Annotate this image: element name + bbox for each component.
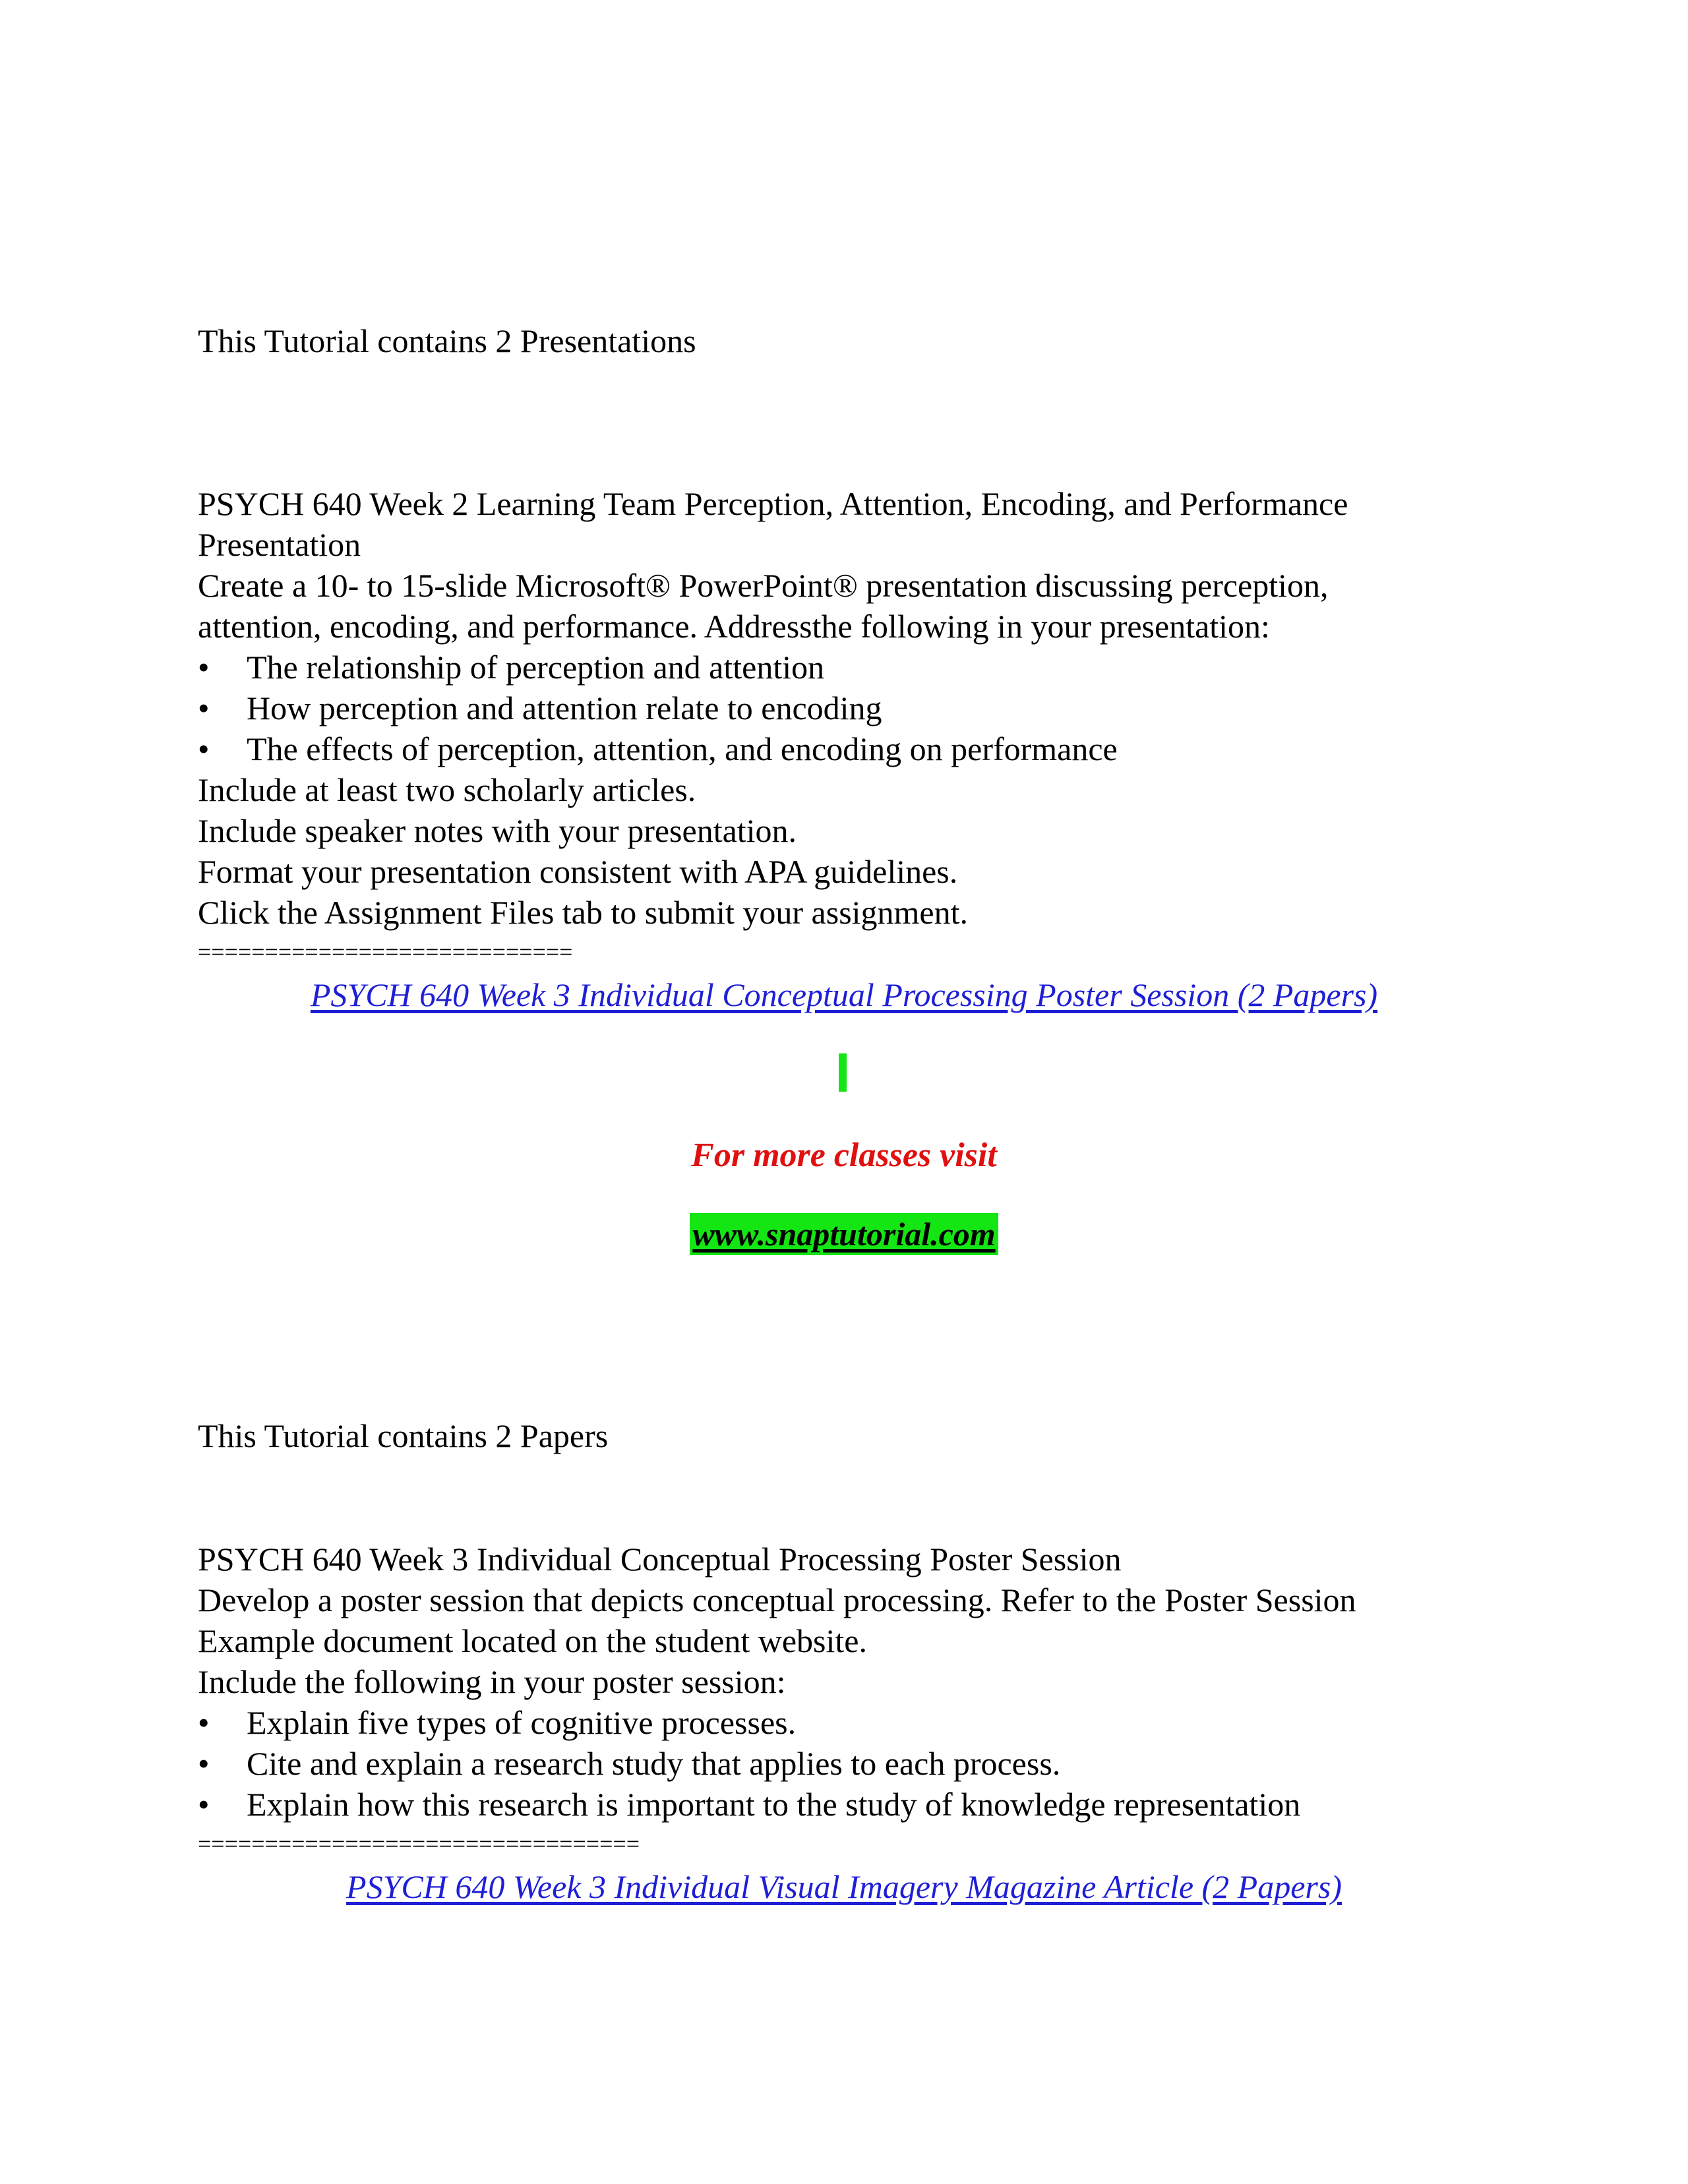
bullet-icon: •: [198, 1786, 210, 1823]
list-item: [198, 1743, 1060, 1784]
assignment-description-line3: Include the following in your poster session:: [198, 1663, 786, 1700]
assignment-title-week3: PSYCH 640 Week 3 Individual Conceptual Processing Poster Session: [198, 1541, 1122, 1578]
requirement-note: Include at least two scholarly articles.: [198, 771, 696, 808]
list-item-text: Explain how this research is important to the study of knowledge representation: [247, 1786, 1301, 1823]
assignment-title-week2-line2: Presentation: [198, 526, 361, 563]
promo-site-wrapper: [0, 1213, 1688, 1255]
list-item-text: The relationship of perception and attention: [247, 649, 825, 686]
requirement-note: Format your presentation consistent with APA guidelines.: [198, 853, 958, 890]
promo-text: For more classes visit: [691, 1136, 997, 1174]
assignment-description-line2: attention, encoding, and performance. Addressthe following in your presentation:: [198, 608, 1270, 645]
assignment-description-line2: Example document located on the student website.: [198, 1622, 867, 1659]
next-assignment-link[interactable]: PSYCH 640 Week 3 Individual Conceptual Processing Poster Session (2 Papers): [310, 976, 1378, 1013]
bullet-icon: •: [198, 1745, 210, 1782]
website-link[interactable]: www.snaptutorial.com: [690, 1213, 998, 1255]
list-item: [198, 1702, 796, 1743]
bullet-icon: •: [198, 730, 210, 767]
list-item-text: Explain five types of cognitive processes.: [247, 1704, 797, 1741]
text-cursor-marker: [839, 1053, 847, 1092]
list-item: [198, 688, 882, 728]
requirement-note: Click the Assignment Files tab to submit your assignment.: [198, 894, 969, 931]
assignment-title-week2-line1: PSYCH 640 Week 2 Learning Team Perception, Attention, Encoding, and Performance: [198, 485, 1348, 522]
assignment-description-line1: Create a 10- to 15-slide Microsoft® PowerPoint® presentation discussing perception,: [198, 567, 1329, 604]
bullet-icon: •: [198, 690, 210, 726]
list-item: [198, 728, 1118, 769]
list-item: [198, 647, 824, 688]
requirement-note: Include speaker notes with your presentation.: [198, 812, 797, 849]
assignment-description-line1: Develop a poster session that depicts conceptual processing. Refer to the Poster Session: [198, 1581, 1356, 1618]
bullet-icon: •: [198, 1704, 210, 1741]
tutorial-intro-presentations: This Tutorial contains 2 Presentations: [198, 322, 696, 359]
list-item-text: Cite and explain a research study that applies to each process.: [247, 1745, 1061, 1782]
next-assignment-link[interactable]: PSYCH 640 Week 3 Individual Visual Imagery Magazine Article (2 Papers): [346, 1868, 1342, 1905]
list-item-text: The effects of perception, attention, and encoding on performance: [247, 730, 1118, 767]
tutorial-intro-papers: This Tutorial contains 2 Papers: [198, 1417, 609, 1454]
bullet-icon: •: [198, 649, 210, 686]
separator-line: ============================: [198, 939, 573, 965]
list-item: [198, 1784, 1300, 1825]
separator-line: =================================: [198, 1831, 640, 1857]
list-item-text: How perception and attention relate to encoding: [247, 690, 882, 726]
